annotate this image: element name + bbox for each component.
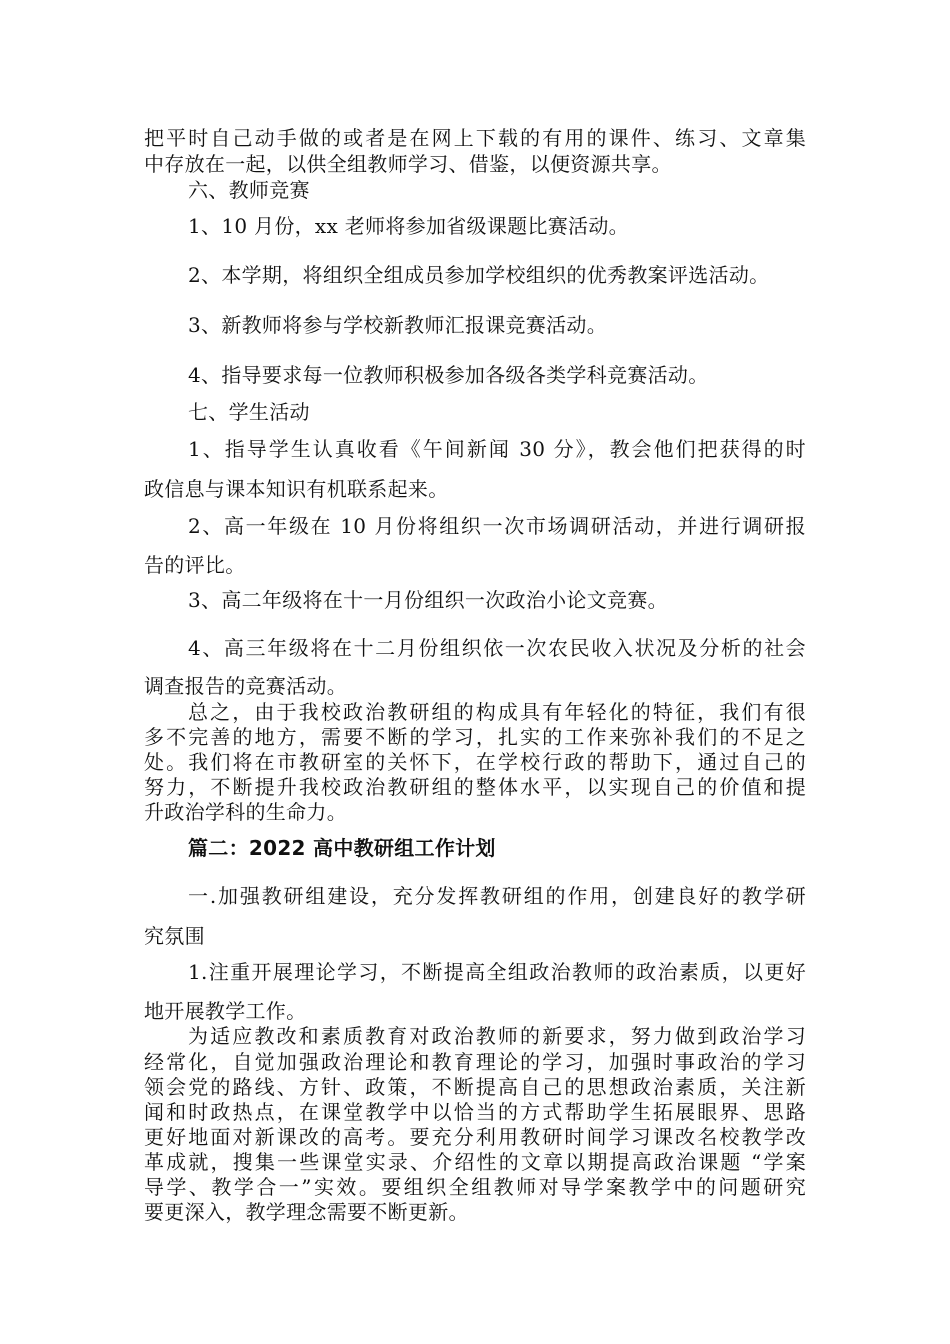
text-line: 处。我们将在市教研室的关怀下，在学校行政的帮助下，通过自己的 (144, 750, 806, 774)
list-item: 2、高一年级在 10 月份将组织一次市场调研活动，并进行调研报 (188, 514, 806, 538)
text-line: 告的评比。 (144, 553, 246, 577)
text-line: 多不完善的地方，需要不断的学习，扎实的工作来弥补我们的不足之 (144, 725, 806, 749)
text-line: 升政治学科的生命力。 (144, 800, 347, 824)
text-line: 政信息与课本知识有机联系起来。 (144, 477, 449, 501)
text-line: 为适应教改和素质教育对政治教师的新要求，努力做到政治学习 (188, 1024, 806, 1048)
list-item: 2、本学期，将组织全组成员参加学校组织的优秀教案评选活动。 (188, 263, 770, 287)
text-line: 闻和时政热点，在课堂教学中以恰当的方式帮助学生拓展眼界、思路 (144, 1100, 806, 1124)
list-item: 3、高二年级将在十一月份组织一次政治小论文竞赛。 (188, 588, 668, 612)
text-line: 要更深入，教学理念需要不断更新。 (144, 1200, 469, 1224)
text-line: 革成就，搜集一些课堂实录、介绍性的文章以期提高政治课题 “学案 (144, 1150, 806, 1174)
text-line: 更好地面对新课改的高考。要充分利用教研时间学习课改名校教学改 (144, 1125, 806, 1149)
list-item: 4、指导要求每一位教师积极参加各级各类学科竞赛活动。 (188, 363, 709, 387)
text-line: 中存放在一起，以供全组教师学习、借鉴，以便资源共享。 (144, 152, 672, 176)
subsection-heading: 1.注重开展理论学习，不断提高全组政治教师的政治素质，以更好 (188, 960, 806, 984)
section-heading: 六、教师竞赛 (188, 178, 310, 202)
text-line: 经常化，自觉加强政治理论和教育理论的学习，加强时事政治的学习 (144, 1050, 806, 1074)
text-line: 导学、教学合一”实效。要组织全组教师对导学案教学中的问题研究 (144, 1175, 806, 1199)
text-line: 究氛围 (144, 924, 205, 948)
text-line: 总之，由于我校政治教研组的构成具有年轻化的特征，我们有很 (188, 700, 806, 724)
text-line: 调查报告的竞赛活动。 (144, 674, 347, 698)
text-line: 把平时自己动手做的或者是在网上下载的有用的课件、练习、文章集 (144, 126, 806, 150)
list-item: 4、高三年级将在十二月份组织依一次农民收入状况及分析的社会 (188, 636, 806, 660)
section-heading: 一.加强教研组建设，充分发挥教研组的作用，创建良好的教学研 (188, 884, 806, 908)
list-item: 1、指导学生认真收看《午间新闻 30 分》，教会他们把获得的时 (188, 437, 806, 461)
list-item: 3、新教师将参与学校新教师汇报课竞赛活动。 (188, 313, 608, 337)
text-line: 领会党的路线、方针、政策，不断提高自己的思想政治素质，关注新 (144, 1075, 806, 1099)
article-title: 篇二：2022 高中教研组工作计划 (188, 836, 496, 860)
list-item: 1、10 月份，xx 老师将参加省级课题比赛活动。 (188, 214, 629, 238)
section-heading: 七、学生活动 (188, 400, 310, 424)
text-line: 努力，不断提升我校政治教研组的整体水平，以实现自己的价值和提 (144, 775, 806, 799)
text-line: 地开展教学工作。 (144, 999, 307, 1023)
